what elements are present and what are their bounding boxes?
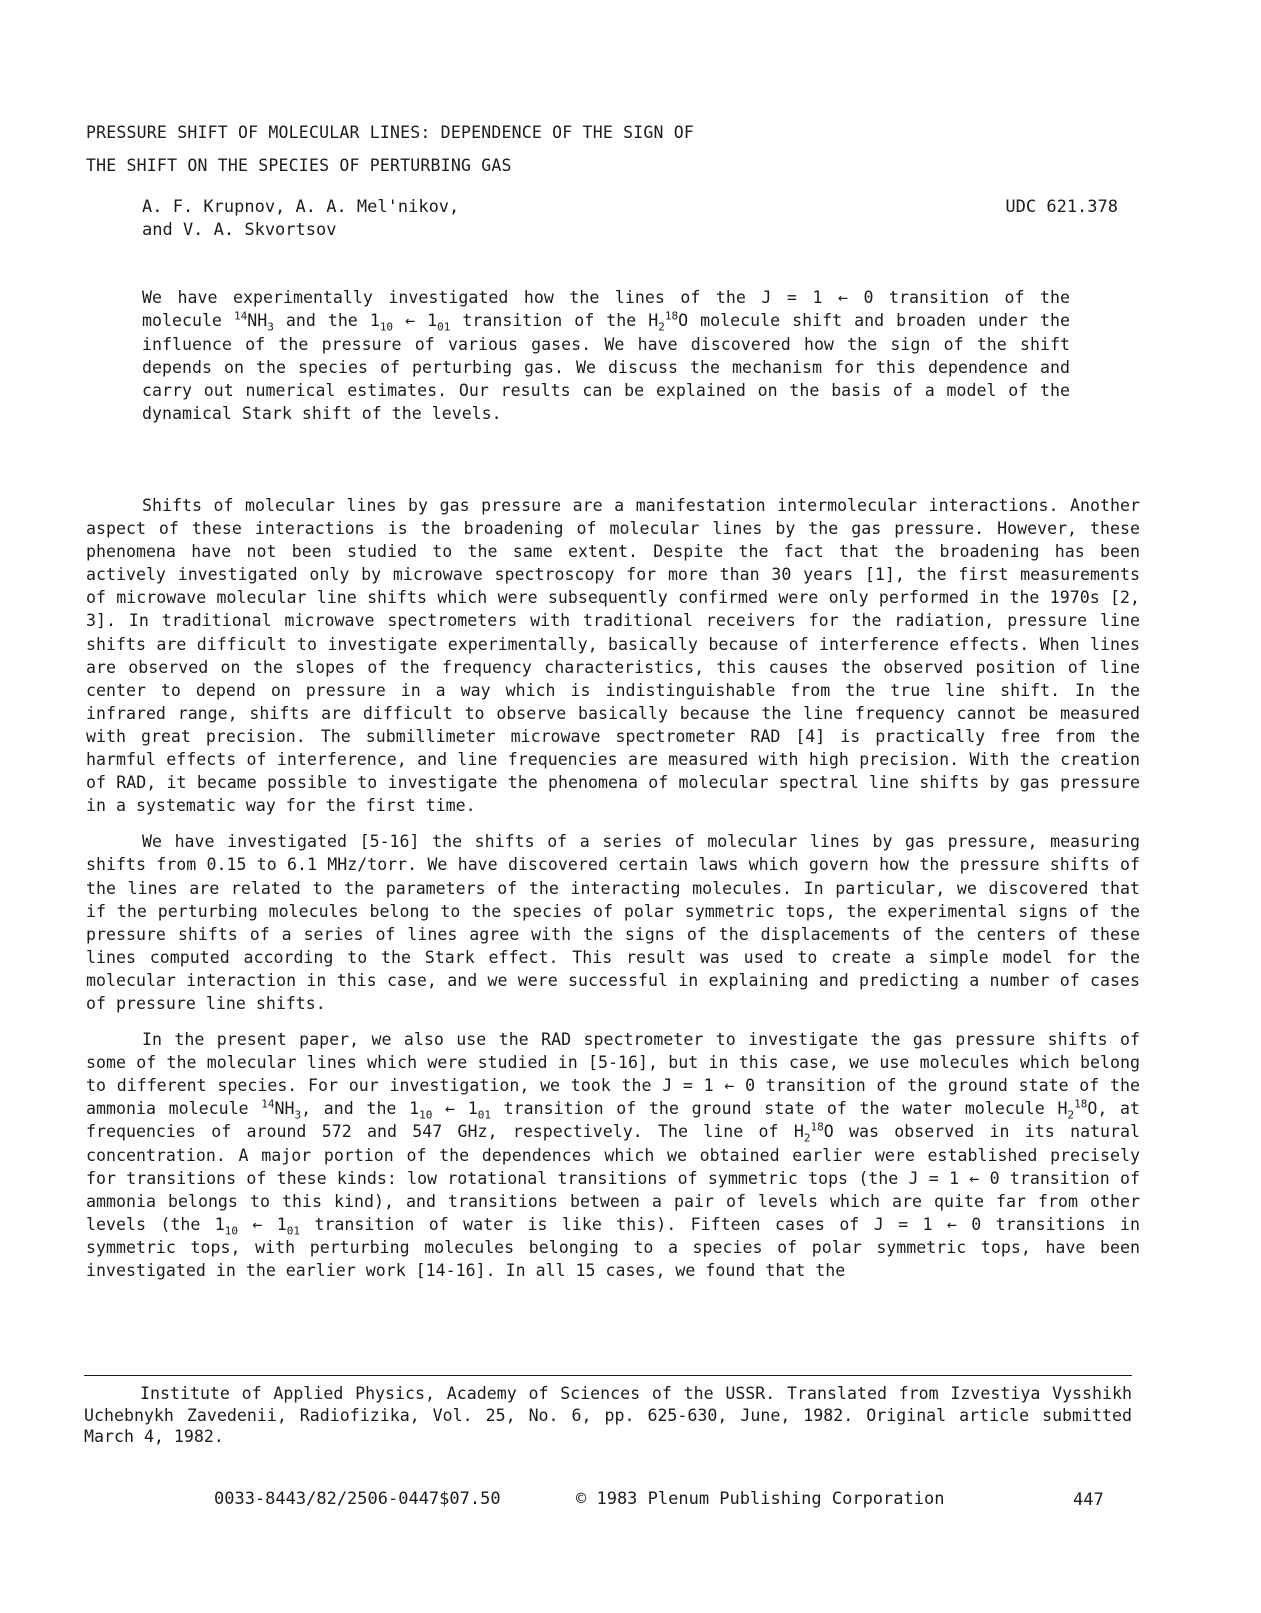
abstract-text: We have experimentally investigated how the lines of the J = 1 ← 0 transition of the molecule [142, 288, 1070, 331]
level-subscript: 01 [437, 320, 451, 334]
paragraph-text: transition of water is like this). Fifteen cases of J = 1 ← 0 transitions in symmetric tops, with perturbing molecules belonging to a species of polar symmetric tops, have been investigated in the earlier work [14-16]. In all 15 cases, we found that the [86, 1214, 1140, 1280]
abstract-text: ← 1 [393, 311, 438, 331]
page-number: 447 [1073, 1490, 1104, 1510]
udc-code: UDC 621.378 [1005, 197, 1118, 217]
formula-subscript: 2 [658, 320, 665, 334]
isotope-superscript: 18 [810, 1120, 824, 1134]
paper-title [86, 116, 846, 182]
body-paragraph-3 [86, 1028, 1140, 1282]
footnote-divider [84, 1375, 1132, 1376]
copyright-notice: © 1983 Plenum Publishing Corporation [576, 1489, 945, 1509]
journal-code: 0033-8443/82/2506-0447$07.50 [214, 1489, 501, 1509]
formula-subscript: 2 [1067, 1108, 1075, 1122]
abstract-text: and the 1 [273, 311, 380, 331]
abstract-text: O molecule shift and broaden under the influence of the pressure of various gases. We have discovered how the sign of the shift depends on the species of perturbing gas. We discuss the mechanism for this dependence and carry out numerical estimates. Our results can be explained on the basis of a model of the dynamical Stark shift of the levels. [142, 311, 1070, 424]
level-subscript: 01 [477, 1108, 491, 1122]
paragraph-text: In the present paper, we also use the RAD spectrometer to investigate the gas pressure shifts of some of the molecular lines which were studied in [5-16], but in this case, we use molecules which belong to different species. For our investigation, we took the J = 1 ← 0 transition of the ground state of the ammonia molecule [86, 1030, 1140, 1119]
formula-subscript: 2 [803, 1131, 811, 1145]
abstract-text: NH [247, 311, 268, 331]
level-subscript: 10 [224, 1224, 238, 1238]
level-subscript: 10 [419, 1108, 433, 1122]
paragraph-text: , and the 1 [301, 1099, 420, 1119]
body-paragraph-1: Shifts of molecular lines by gas pressure are a manifestation intermolecular interactions. Another aspect of these interactions is the broadening of molecular lines by the gas pressure. However, these phenomena have not been studied to the same extent. Despite the fact that the broadening has been actively investigated only by microwave spectroscopy for more than 30 years [1], the first measurements of microwave molecular line shifts which were subsequently confirmed were only performed in the 1970s [2, 3]. In traditional microwave spectrometers with traditional receivers for the radiation, pressure line shifts are difficult to investigate experimentally, basically because of interference effects. When lines are observed on the slopes of the frequency characteristics, this causes the observed position of line center to depend on pressure in a way which is indistinguishable from the true line shift. In the infrared range, shifts are difficult to observe basically because the line frequency cannot be measured with great precision. The submillimeter microwave spectrometer RAD [4] is practically free from the harmful effects of interference, and line frequencies are measured with high precision. With the creation of RAD, it became possible to investigate the phenomena of molecular spectral line shifts by gas pressure in a systematic way for the first time. [86, 496, 1140, 816]
isotope-superscript: 18 [1074, 1097, 1088, 1111]
formula-subscript: 3 [267, 320, 274, 334]
author-line-2: and V. A. Skvortsov [142, 220, 337, 240]
paragraph-text: ← 1 [237, 1214, 287, 1234]
body-text [86, 494, 1140, 1295]
isotope-superscript: 18 [664, 309, 679, 323]
isotope-superscript: 14 [261, 1097, 275, 1111]
paragraph-text: O was observed in its natural concentration. A major portion of the dependences which we obtained earlier were established precisely for transitions of these kinds: low rotational transitions of symmetric tops (the J = 1 ← 0 transition of ammonia belongs to this kind), and transitions between a pair of levels which are quite far from other levels (the 1 [86, 1122, 1141, 1234]
title-line-2: THE SHIFT ON THE SPECIES OF PERTURBING GAS [86, 156, 512, 175]
title-line-1: PRESSURE SHIFT OF MOLECULAR LINES: DEPENDENCE OF THE SIGN OF [86, 123, 695, 142]
body-paragraph-2: We have investigated [5-16] the shifts of a series of molecular lines by gas pressure, measuring shifts from 0.15 to 6.1 MHz/torr. We have discovered certain laws which govern how the pressure shifts of the lines are related to the parameters of the interacting molecules. In particular, we discovered that if the perturbing molecules belong to the species of polar symmetric tops, the experimental signs of the pressure shifts of a series of lines agree with the signs of the displacements of the centers of these lines computed according to the Stark effect. This result was used to create a simple model for the molecular interaction in this case, and we were successful in explaining and predicting a number of cases of pressure line shifts. [86, 832, 1140, 1013]
formula-subscript: 3 [294, 1108, 302, 1122]
paragraph-text: NH [274, 1099, 295, 1119]
level-subscript: 10 [379, 320, 394, 334]
paragraph-text: O, at frequencies of around 572 and 547 GHz, respectively. The line of H [86, 1099, 1140, 1142]
footnote: Institute of Applied Physics, Academy of Sciences of the USSR. Translated from Izvestiya Vysshikh Uchebnykh Zavedenii, Radiofizika, Vol. 25, No. 6, pp. 625-630, June, 1982. Original article submitted March 4, 1982. [84, 1384, 1132, 1446]
isotope-superscript: 14 [233, 309, 248, 323]
abstract [142, 286, 1070, 426]
paragraph-text: ← 1 [432, 1099, 478, 1119]
paragraph-text: transition of the ground state of the water molecule H [490, 1099, 1068, 1119]
abstract-text: transition of the H [450, 311, 659, 331]
author-line-1: A. F. Krupnov, A. A. Mel'nikov, [142, 197, 460, 217]
level-subscript: 01 [286, 1224, 301, 1238]
author-list [142, 196, 459, 242]
